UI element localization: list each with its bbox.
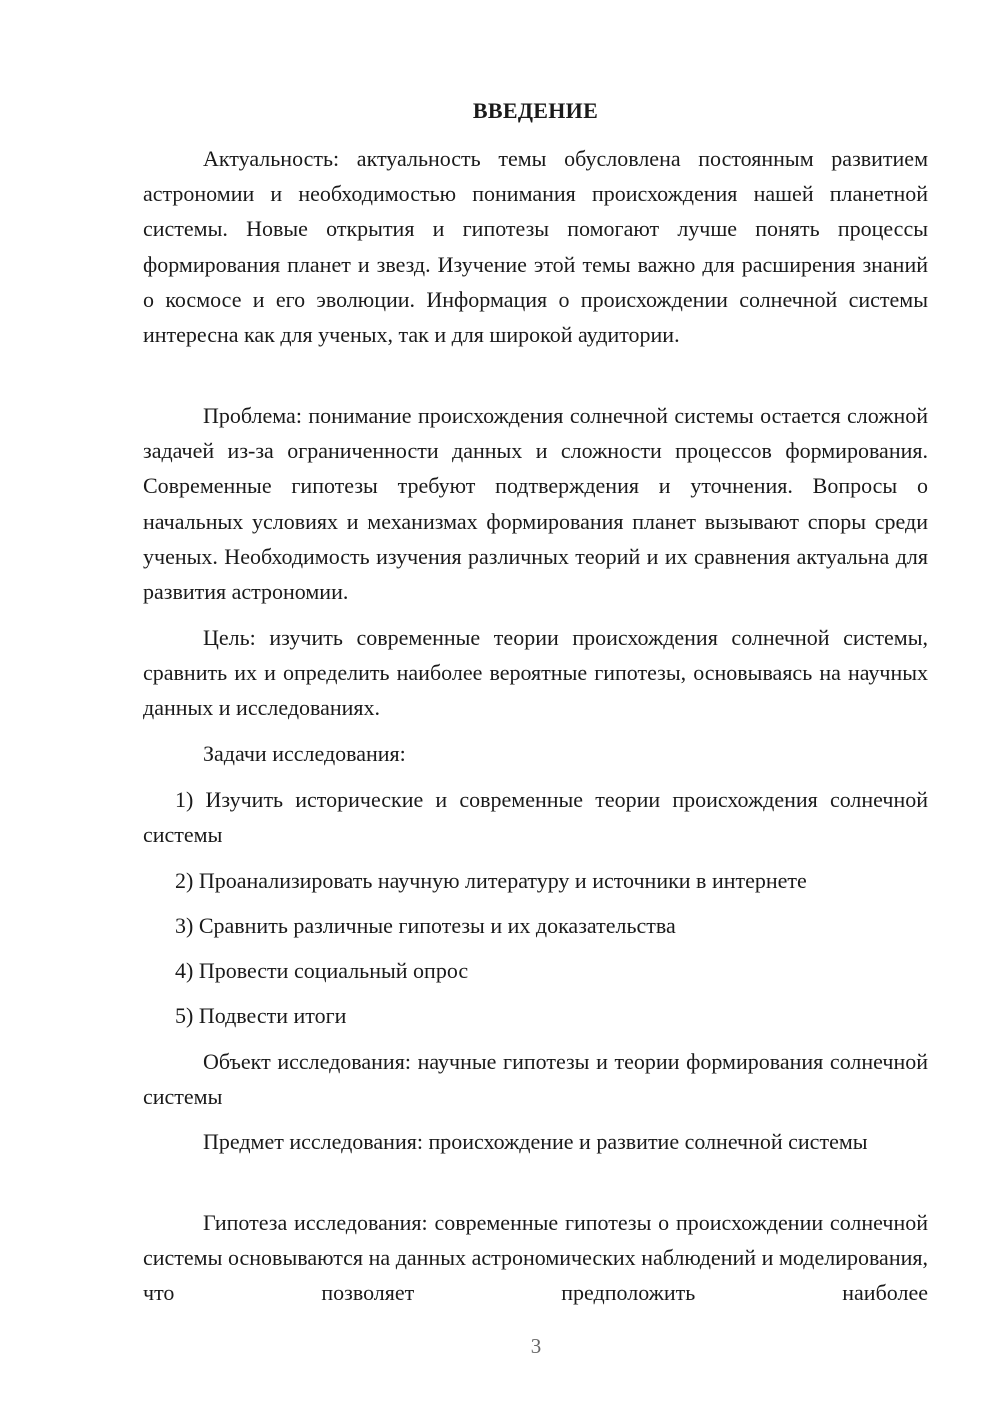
paragraph-subject: Предмет исследования: происхождение и развитие солнечной системы (203, 1129, 868, 1154)
paragraph-problem: Проблема: понимание происхождения солнечной системы остается сложной задачей из-за ограниченности данных и сложности процессов формирования. Современные гипотезы требуют подтверждения и уточнения. Вопросы о начальных условиях и механизмах формирования планет вызывают споры среди ученых. Необходимость изучения различных теорий и их сравнения актуальна для развития астрономии. (143, 403, 928, 605)
page-title: ВВЕДЕНИЕ (472, 98, 599, 123)
task-item-3: 3) Сравнить различные гипотезы и их доказательства (175, 913, 676, 938)
page-number: 3 (530, 1334, 542, 1358)
paragraph-goal: Цель: изучить современные теории происхождения солнечной системы, сравнить их и определить наиболее вероятные гипотезы, основываясь на научных данных и исследованиях. (143, 625, 928, 721)
task-item-5: 5) Подвести итоги (175, 1003, 347, 1028)
paragraph-object: Объект исследования: научные гипотезы и теории формирования солнечной системы (143, 1049, 928, 1110)
task-item-1: 1) Изучить исторические и современные теории происхождения солнечной системы (143, 787, 928, 848)
tasks-heading: Задачи исследования: (203, 741, 406, 766)
paragraph-relevance: Актуальность: актуальность темы обусловлена постоянным развитием астрономии и необходимостью понимания происхождения нашей планетной системы. Новые открытия и гипотезы помогают лучше понять процессы формирования планет и звезд. Изучение этой темы важно для расширения знаний о космосе и его эволюции. Информация о происхождении солнечной системы интересна как для ученых, так и для широкой аудитории. (143, 146, 928, 348)
paragraph-hypothesis: Гипотеза исследования: современные гипотезы о происхождении солнечной системы основываются на данных астрономических наблюдений и моделирования, что позволяет предположить наиболее (143, 1210, 928, 1306)
task-item-4: 4) Провести социальный опрос (175, 958, 469, 983)
task-item-2: 2) Проанализировать научную литературу и источники в интернете (175, 868, 807, 893)
